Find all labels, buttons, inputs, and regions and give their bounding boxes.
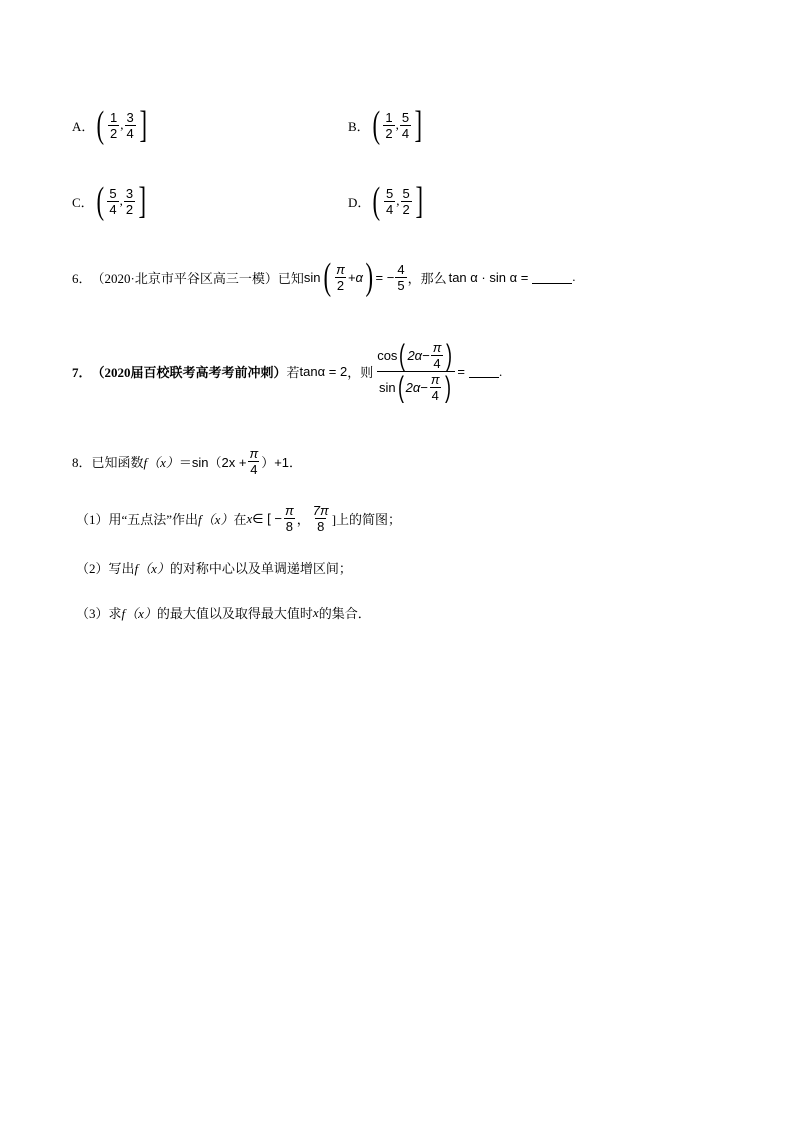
answer-blank [532,271,572,284]
right-bracket: ] [138,180,147,222]
option-c-label: C． [72,194,94,210]
fraction: cos ( 2α− $\frac{\pi}{4}$ ) sin ( 2α− $\frac{\pi}{4}$ ) [375,340,456,403]
question-7: 7． （2020届百校联考高考考前冲刺） 若 tanα = 2 ，则 cos ( 2α− $\frac{\pi}{4}$ ) sin ( 2α− $\frac{\pi}{4}$ ) = . [72,338,503,404]
left-paren: ( [96,104,105,146]
right-bracket: ] [139,104,147,146]
fraction: $\frac{5}{4}$ [401,109,410,141]
option-d: D． ( $\frac{5}{4}$ , $\frac{5}{2}$ ] [348,180,423,222]
option-b: B． ( $\frac{1}{2}$ , $\frac{5}{4}$ ] [348,104,423,146]
fraction: $\frac{5}{4}$ [109,185,117,217]
right-bracket: ] [415,180,423,222]
question-8-part-2: （2）写出 f（x） 的对称中心以及单调递增区间； [76,561,352,576]
question-source: （2020·北京市平谷区高三一模） [91,270,278,286]
fraction: $\frac{3}{2}$ [125,185,134,217]
fraction: $\frac{\pi}{2}$ [336,261,345,293]
fraction: $\frac{7\pi}{8}$ [312,503,329,534]
option-d-label: D． [348,194,371,210]
question-number: 6． [72,270,92,286]
fraction: $\frac{1}{2}$ [110,109,118,141]
fraction: $\frac{5}{4}$ [386,185,394,217]
question-number: 8． [72,455,92,470]
fraction: $\frac{\pi}{4}$ [249,446,259,477]
option-a: A． ( $\frac{1}{2}$ , $\frac{3}{4}$ ] [72,104,147,146]
question-number: 7． [72,365,92,380]
question-source: （2020届百校联考高考考前冲刺） [91,365,287,380]
question-text: 已知 [277,270,304,286]
fraction: $\frac{4}{5}$ [397,261,405,293]
fraction: $\frac{5}{2}$ [402,185,410,217]
question-8: 8． 已知函数 f（x） ＝sin（2x + $\frac{\pi}{4}$ ）+1． [72,446,303,477]
question-8-part-3: （3）求 f（x） 的最大值以及取得最大值时 x 的集合． [76,604,371,621]
left-paren: ( [96,180,104,222]
right-bracket: ] [414,104,423,146]
question-6: 6． （2020·北京市平谷区高三一模） 已知 sin ( $\frac{\pi}{2}$ +α ) = − $\frac{4}{5}$ ，那么 tan α · sin α = . [72,256,576,298]
option-b-label: B． [348,118,370,134]
left-paren: ( [372,180,381,222]
fraction: $\frac{1}{2}$ [385,109,393,141]
option-a-label: A． [72,118,95,134]
fraction: $\frac{\pi}{8}$ [285,503,294,534]
answer-blank [469,365,499,378]
question-8-part-1: （1）用“五点法”作出 f（x） 在 x ∈ [ − $\frac{\pi}{8}$ ， $\frac{7\pi}{8}$ ]上的简图； [76,503,402,534]
option-c: C． ( $\frac{5}{4}$ , $\frac{3}{2}$ ] [72,180,147,222]
left-paren: ( [372,104,380,146]
fraction: $\frac{3}{4}$ [126,109,134,141]
